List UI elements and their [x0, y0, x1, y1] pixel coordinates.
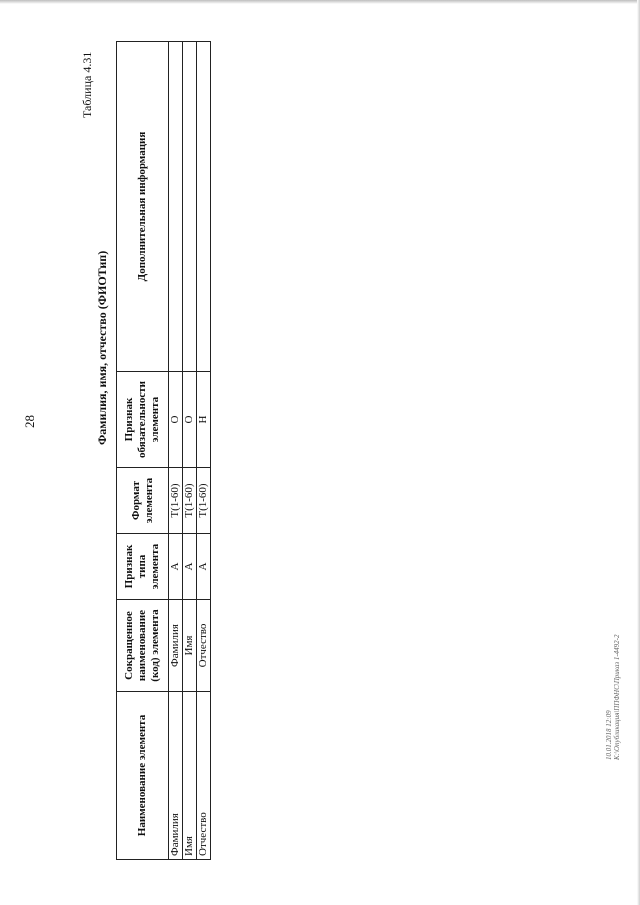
cell-type: А	[183, 534, 197, 600]
cell-name: Фамилия	[169, 692, 183, 860]
cell-required: О	[169, 372, 183, 468]
cell-format: Т(1-60)	[197, 468, 211, 534]
cell-code: Фамилия	[169, 600, 183, 692]
cell-type: А	[197, 534, 211, 600]
header-format: Формат элемента	[117, 468, 169, 534]
cell-format: Т(1-60)	[169, 468, 183, 534]
cell-info	[197, 42, 211, 372]
cell-code: Отчество	[197, 600, 211, 692]
cell-required: О	[183, 372, 197, 468]
cell-type: А	[169, 534, 183, 600]
table-row	[197, 42, 211, 860]
cell-info	[169, 42, 183, 372]
table-row	[169, 42, 183, 860]
cell-code: Имя	[183, 600, 197, 692]
cell-format: Т(1-60)	[183, 468, 197, 534]
stamp-line-2: К:\Опубликация\ППФНС\Приказ 1-4492-2	[613, 634, 621, 760]
cell-required: Н	[197, 372, 211, 468]
elements-table	[116, 41, 211, 860]
cell-name: Отчество	[197, 692, 211, 860]
header-type: Признак типа элемента	[117, 534, 169, 600]
header-name: Наименование элемента	[117, 692, 169, 860]
table-title: Фамилия, имя, отчество (ФИОТип)	[95, 250, 109, 445]
table-row	[183, 42, 197, 860]
stamp-line-1: 10.01.2018 12:09	[605, 710, 613, 760]
header-required: Признак обязательности элемента	[117, 372, 169, 468]
print-stamp	[605, 635, 621, 761]
cell-name: Имя	[183, 692, 197, 860]
table-caption: Таблица 4.31	[80, 51, 94, 118]
table-header-row	[117, 42, 169, 860]
header-info: Дополнительная информация	[117, 42, 169, 372]
cell-info	[183, 42, 197, 372]
page-number: 28	[22, 415, 37, 428]
header-code: Сокращенное наименование (код) элемента	[117, 600, 169, 692]
